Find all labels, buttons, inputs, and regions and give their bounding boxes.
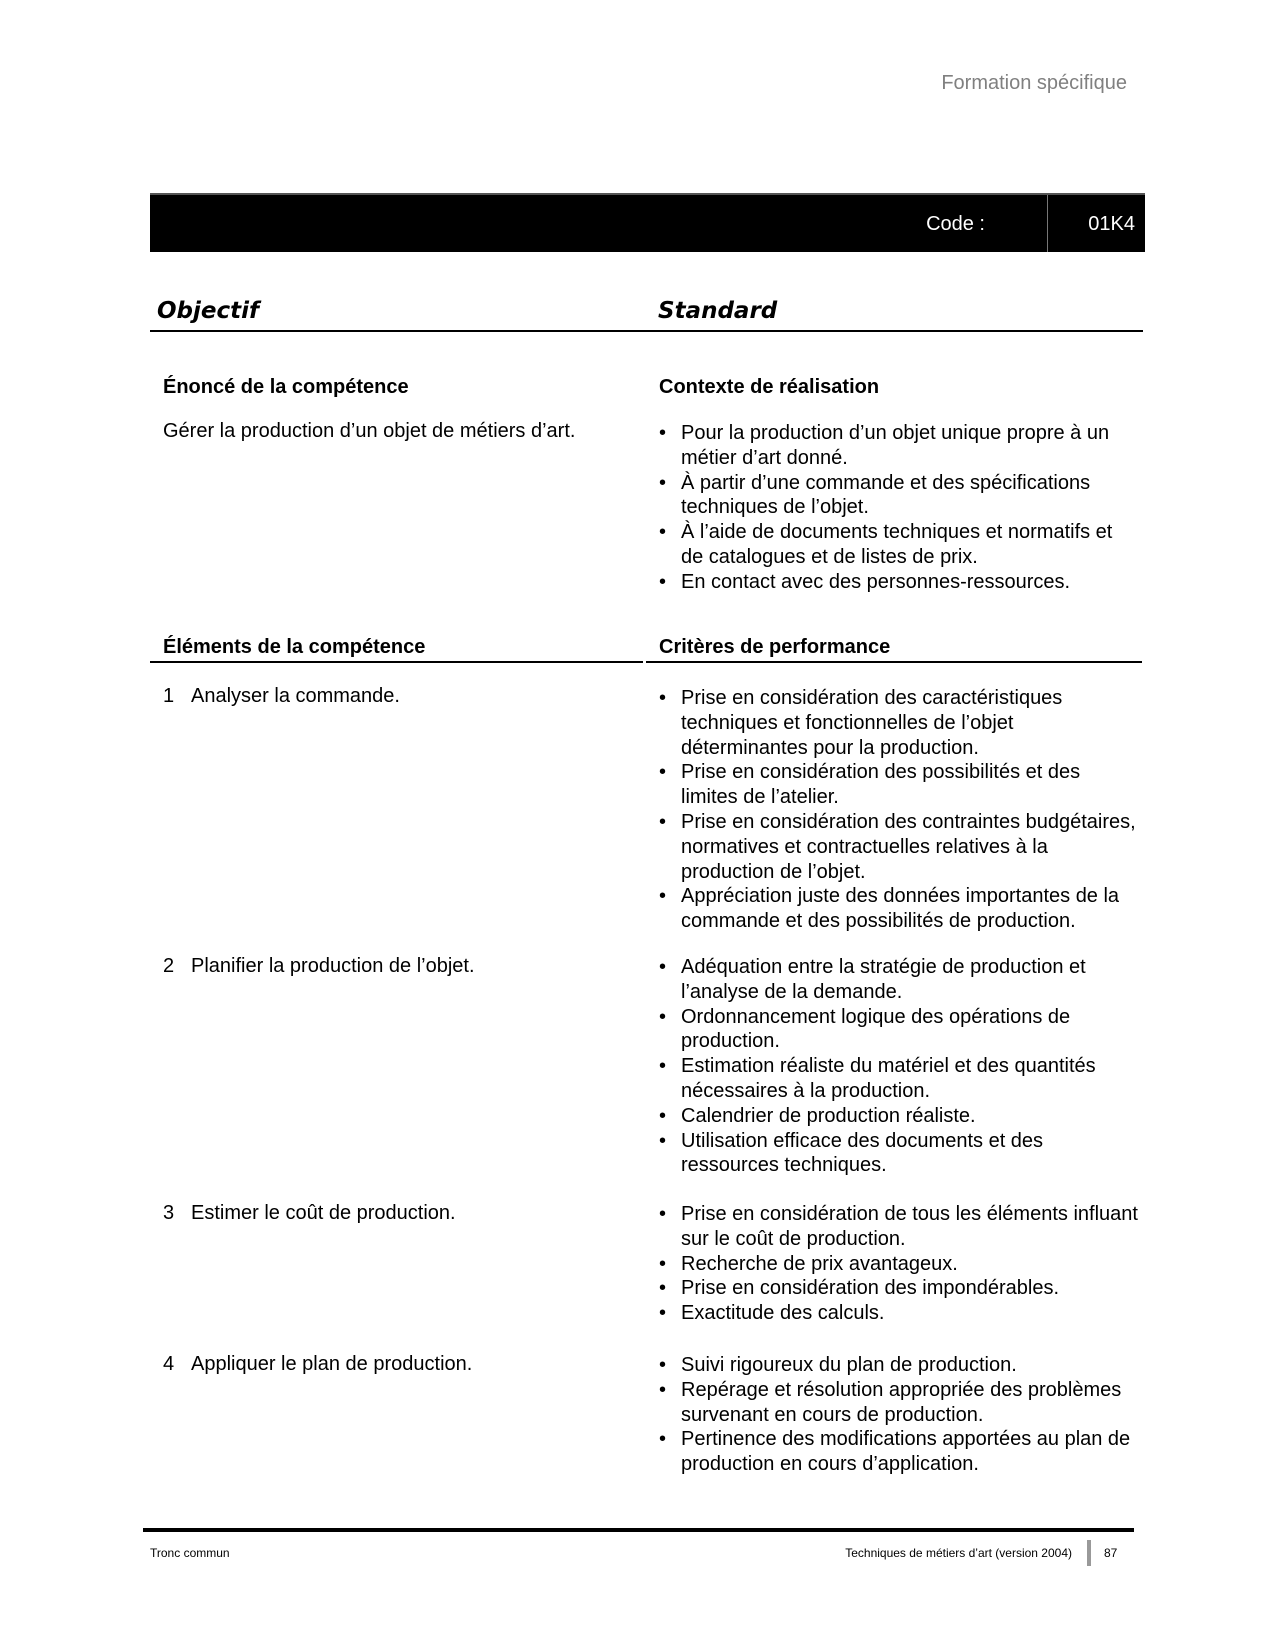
list-item: • Ordonnancement logique des opérations de production. xyxy=(659,1005,1139,1055)
list-item: • Prise en considération des contraintes budgétaires, normatives et contractuelles relatives à la production de l’objet. xyxy=(659,810,1139,884)
list-item: • Pour la production d’un objet unique propre à un métier d’art donné. xyxy=(659,421,1139,471)
element-1: 1 Analyser la commande. xyxy=(163,685,400,707)
contexte-heading: Contexte de réalisation xyxy=(659,376,880,398)
list-item: • Prise en considération de tous les éléments influant sur le coût de production. xyxy=(659,1202,1139,1252)
enonce-heading: Énoncé de la compétence xyxy=(163,376,409,398)
footer-rule xyxy=(143,1528,1134,1532)
standard-heading: Standard xyxy=(658,298,778,324)
list-item: • Calendrier de production réaliste. xyxy=(659,1104,1139,1129)
criteres-rule xyxy=(646,661,1142,663)
list-item: • Utilisation efficace des documents et des ressources techniques. xyxy=(659,1129,1139,1179)
list-item: • Prise en considération des caractéristiques techniques et fonctionnelles de l’objet déterminantes pour la production. xyxy=(659,686,1139,760)
enonce-text: Gérer la production d’un objet de métiers d’art. xyxy=(163,420,576,442)
list-item: • Prise en considération des impondérables. xyxy=(659,1276,1139,1301)
elements-heading: Éléments de la compétence xyxy=(163,636,426,658)
footer-left: Tronc commun xyxy=(150,1546,230,1560)
list-item: • Suivi rigoureux du plan de production. xyxy=(659,1353,1139,1378)
list-item: • À partir d’une commande et des spécifications techniques de l’objet. xyxy=(659,471,1139,521)
element-4: 4 Appliquer le plan de production. xyxy=(163,1353,473,1375)
elements-rule xyxy=(150,661,643,663)
code-divider xyxy=(1047,195,1048,252)
criteria-list-2 xyxy=(659,955,1139,1178)
element-2: 2 Planifier la production de l’objet. xyxy=(163,955,475,977)
code-bar xyxy=(150,193,1145,252)
page-number: 87 xyxy=(1104,1546,1118,1560)
list-item: • Repérage et résolution appropriée des problèmes survenant en cours de production. xyxy=(659,1378,1139,1428)
code-label: Code : xyxy=(926,213,985,235)
list-item: • Estimation réaliste du matériel et des quantités nécessaires à la production. xyxy=(659,1054,1139,1104)
criteria-list-3 xyxy=(659,1202,1139,1326)
objectif-heading: Objectif xyxy=(157,298,260,324)
criteria-list-4 xyxy=(659,1353,1139,1477)
list-item: • En contact avec des personnes-ressources. xyxy=(659,570,1139,595)
list-item: • Recherche de prix avantageux. xyxy=(659,1252,1139,1277)
list-item: • Pertinence des modifications apportées au plan de production en cours d’application. xyxy=(659,1427,1139,1477)
criteres-heading: Critères de performance xyxy=(659,636,891,658)
footer-title: Techniques de métiers d’art (version 2004) xyxy=(845,1546,1072,1560)
list-item: • À l’aide de documents techniques et normatifs et de catalogues et de listes de prix. xyxy=(659,520,1139,570)
list-item: • Prise en considération des possibilités et des limites de l’atelier. xyxy=(659,760,1139,810)
list-item: • Appréciation juste des données importantes de la commande et des possibilités de production. xyxy=(659,884,1139,934)
footer-divider xyxy=(1087,1540,1091,1566)
list-item: • Adéquation entre la stratégie de production et l’analyse de la demande. xyxy=(659,955,1139,1005)
heading-rule xyxy=(150,330,1143,332)
contexte-list xyxy=(659,421,1139,595)
list-item: • Exactitude des calculs. xyxy=(659,1301,1139,1326)
code-value: 01K4 xyxy=(1088,213,1135,235)
element-3: 3 Estimer le coût de production. xyxy=(163,1202,456,1224)
criteria-list-1 xyxy=(659,686,1139,934)
section-label: Formation spécifique xyxy=(941,72,1127,94)
